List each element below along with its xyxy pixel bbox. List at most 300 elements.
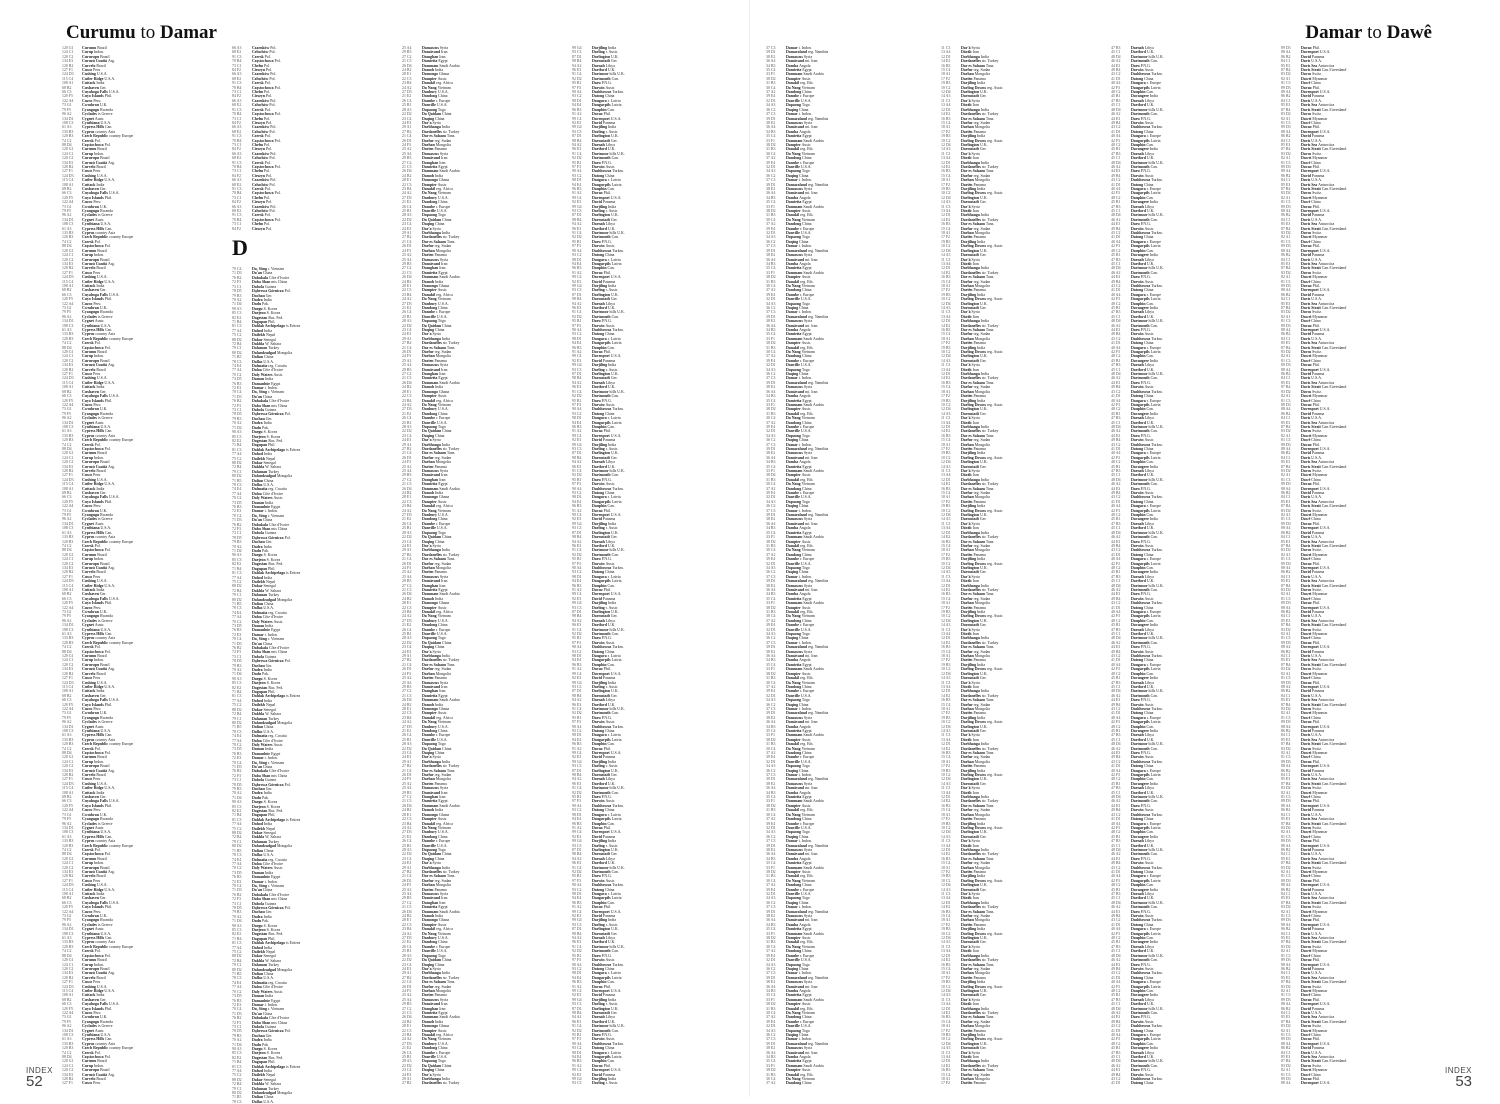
grid-reference: 68 B2 [62,187,72,191]
grid-reference: 31 B3 [766,808,776,813]
grid-reference: 82 E2 [232,932,242,937]
place-name: Curumu [82,654,98,659]
place-country: Pak. [262,919,269,924]
grid-reference: 82 E2 [232,685,242,690]
place-country: Pol. [265,173,273,178]
place-name: Damascus [786,253,804,258]
place-country: Tanz. [985,63,995,68]
grid-reference: 120 C2 [62,358,74,363]
place-country: Brazil [100,662,110,667]
grid-reference: 120 C2 [62,257,74,262]
place-name: Darhan [422,565,436,570]
grid-reference: 34 B3 [766,724,776,729]
grid-reference: 36 A4 [766,852,776,857]
grid-reference: 90 A3 [232,676,242,681]
place-name: Danville [786,297,801,302]
grid-reference: 79 F5 [62,817,71,822]
place-name: Da Nang [786,217,802,222]
place-name: Daqing [422,1068,436,1073]
place-name: Darlington [592,768,612,773]
grid-reference: 82 E2 [232,315,242,320]
place-name: Curup [82,658,95,663]
grid-reference: 94 E4 [572,1055,582,1060]
place-name: Dabakala [252,1016,269,1021]
grid-reference: 90 A4 [572,962,582,967]
grid-reference: 25 A4 [402,574,412,579]
grid-reference: 34 B3 [766,922,776,927]
grid-reference: 24 F3 [402,248,411,253]
place-name: Daegu [252,800,264,805]
place-country: Turkm. [612,486,624,491]
place-country: Rus. Fed. [268,315,284,320]
place-name: Daly Waters [252,866,274,871]
place-name: Cururupu [82,1068,101,1073]
grid-reference: 74 C2 [62,239,72,244]
grid-reference: 33 F1 [766,733,775,738]
place-name: Darmstadt [592,376,611,381]
place-name: David [592,755,603,760]
grid-reference: 39 E4 [766,623,776,628]
place-name: Cyangugu [82,107,101,112]
place-name: Dashhowuz [592,248,613,253]
place-name: Daqing [422,328,436,332]
place-name: Danakil [422,1033,437,1037]
place-country: Guinea [264,284,277,289]
place-name: Cuttack [82,81,97,86]
place-country: Ger. [610,535,618,540]
grid-reference: 87 D1 [572,689,582,694]
grid-reference: 79 B3 [232,787,242,791]
place-name: Dar'a [422,755,433,760]
place-country: Phil. [104,702,112,707]
place-country: China [442,746,452,751]
place-name: Damba [786,922,800,927]
place-country: Ger. [979,253,987,258]
grid-reference: 96 B3 [572,742,582,747]
place-name: Damascus [786,649,804,654]
grid-reference: 66 C3 [62,394,72,399]
place-country: Nepal [265,826,276,831]
place-name: Dampier [786,76,802,81]
grid-reference: 90 A4 [572,883,582,888]
grid-reference: 25 B1 [402,737,412,742]
grid-reference: 21 C4 [402,874,412,879]
grid-reference: 37 C3 [766,1037,776,1042]
grid-reference: 35 C4 [766,795,776,800]
place-name: Da, Sông [252,390,268,395]
grid-reference: 36 C2 [766,438,776,443]
grid-reference: 77 A4 [232,328,242,333]
grid-reference: 39 E4 [766,755,776,760]
grid-reference: 96 E3 [572,385,582,390]
place-name: Darien [422,358,435,363]
place-name: Darlington [592,451,612,456]
place-country: Latvia [611,817,622,822]
grid-reference: 71 B4 [232,1060,242,1065]
place-country: Latvia [611,420,622,425]
grid-reference: 37 A2 [766,684,776,689]
place-name: Dailekh [252,950,266,955]
place-name: Danakil [786,81,801,86]
place-name: Da Nang [786,746,802,751]
grid-reference: 134 E3 [62,971,74,976]
place-name: Daba Shan [252,527,272,532]
grid-reference: 37 C3 [766,905,776,910]
grid-reference: 18 A1 [941,178,951,183]
place-country: mts China [271,403,288,408]
place-name: Curvelo [82,975,97,980]
place-name: Dadu [252,919,263,924]
grid-reference: 30 C4 [766,217,776,222]
grid-reference: 21 C4 [402,451,412,456]
place-name: Darién [961,182,974,187]
place-country: reg. Eth. [800,81,814,86]
place-name: Dandong [786,684,803,689]
place-name: Damāvand [786,257,806,262]
place-name: Cushing [82,173,97,178]
place-country: reg. Austr. [986,297,1004,302]
place-name: Człuchów [252,209,270,214]
place-country: Egypt [802,68,812,73]
grid-reference: 25 A2 [402,887,412,892]
place-name: Dauphin [592,1059,608,1064]
place-country: Egypt [438,270,448,275]
place-name: Damaraland [786,116,808,121]
place-country: Egypt [438,693,448,698]
grid-reference: 76 B2 [232,892,242,897]
grid-reference: 68 B2 [62,997,72,1002]
place-country: Turkm. [612,328,624,332]
place-name: Daru [592,953,602,958]
grid-reference: 39 D1 [766,380,776,385]
grid-reference: 39 E4 [766,358,776,363]
place-country: Egypt [802,993,812,998]
place-country: Angola [799,129,811,134]
place-name: Dashhowuz [592,645,613,650]
place-name: Dandong [786,618,803,623]
place-country: Ghana [438,495,450,500]
place-name: Daqing [786,372,800,377]
place-country: Côte d'Ivoire [268,1016,290,1021]
place-country: r. Austr. [605,446,618,451]
place-name: Dapaong [786,1028,802,1033]
place-name: Daman [252,994,266,999]
place-country: Egypt [802,728,812,733]
place-name: Dartmoor [592,469,610,473]
grid-reference: 90 A4 [572,803,582,808]
place-country: Guinea [264,901,277,906]
grid-reference: 96 B3 [572,187,582,191]
place-country: i. Indon. [264,1002,278,1007]
place-country: Iran [439,795,446,800]
place-name: Daugavpils [592,579,612,584]
place-name: Darwin [592,164,606,169]
grid-reference: 32 D1 [766,627,776,632]
place-name: Datong [592,332,606,337]
grid-reference: 66 C3 [62,799,72,804]
place-country: Peru [93,504,101,509]
place-name: Daly Waters [252,742,274,747]
grid-reference: 38 D2 [766,803,776,808]
grid-reference: 91 C3 [232,107,242,112]
place-country: U.S.A. [610,354,622,359]
place-country: India [435,385,444,390]
grid-reference: 30 C4 [766,746,776,751]
right-page [750,0,1500,1097]
place-name: Dandong [786,420,803,425]
grid-reference: 39 E4 [766,887,776,892]
place-country: Peru [93,706,101,711]
grid-reference: 30 C4 [766,283,776,288]
place-name: Cyclades [82,517,98,522]
place-name: Dapaong [786,433,802,438]
grid-reference: 21 E2 [402,94,412,99]
place-name: Damoh [422,1019,436,1024]
grid-reference: 23 B4 [402,187,412,191]
place-name: Damietta [786,68,803,73]
grid-reference: 28 E1 [402,283,412,288]
index-column [232,46,392,1104]
grid-reference: 38 D2 [766,869,776,874]
place-name: Dadra [252,914,264,919]
place-name: Damba [786,790,800,795]
grid-reference: 120 B2 [62,367,74,372]
grid-reference: 76 B2 [232,522,242,527]
place-name: Damoh [422,702,436,707]
place-country: Brazil [100,561,110,566]
grid-reference: 22 C3 [402,1028,412,1033]
place-name: Dadra [252,1038,264,1043]
grid-reference: 76 B2 [232,769,242,774]
place-name: Davao [592,350,604,355]
place-name: Czech Republic [82,742,110,747]
grid-reference: 134 D1 [62,623,74,628]
place-name: Dardanelles [961,59,982,64]
grid-reference: 29 A1 [402,654,412,659]
place-country: India [608,283,617,288]
place-country: Indon. [94,557,105,562]
place-name: Darién [961,129,974,134]
grid-reference: 66 A3 [232,125,242,130]
grid-reference: 78 C3 [232,853,242,858]
place-name: Częstochowa [82,649,105,654]
place-country: U.S.A. [800,164,812,169]
grid-reference: 38 D2 [766,1068,776,1073]
grid-reference: 25 A4 [402,786,412,791]
grid-reference: 26 D4 [402,803,412,808]
place-name: Damascus [422,997,440,1002]
place-name: Daly Waters [252,619,274,624]
place-name: Daloa [252,861,263,866]
grid-reference: 120 B3 [62,539,74,544]
grid-reference: 31 B3 [766,874,776,879]
place-name: Częstochowa [252,217,275,222]
place-name: Daegu [252,430,264,435]
grid-reference: 74 C2 [62,543,72,548]
place-country: U.S.A. [800,759,812,764]
grid-reference: 79 B3 [232,663,242,668]
grid-reference: 34 B3 [766,460,776,465]
grid-reference: 37 A2 [766,420,776,425]
place-name: Daru [592,636,602,641]
place-name: Danville [422,314,437,319]
place-name: Cynthiana [82,526,101,531]
place-name: Daqing [786,768,800,773]
grid-reference: 93 C3 [572,50,582,55]
place-name: Danville [422,420,437,425]
place-country: Latvia [611,579,622,584]
grid-reference: 14 E2 [941,59,951,64]
place-country: U.S.A. [800,693,812,698]
grid-reference: 37 A2 [766,486,776,491]
grid-reference: 96 E3 [572,464,582,469]
grid-reference: 23 C4 [402,645,412,650]
grid-reference: 19 B3 [941,239,951,244]
place-country: Vietnam [437,825,451,830]
grid-reference: 88 D2 [232,954,242,959]
place-name: Dandong [422,623,439,628]
place-name: Damghan [422,900,440,905]
place-name: Dailekh [252,456,266,461]
place-country: Peru [93,1010,101,1015]
place-country: mt. Iran [805,389,818,394]
grid-reference: 120 F5 [62,1006,73,1011]
place-name: Darién [961,288,974,293]
grid-reference: 70 C2 [232,496,242,501]
grid-reference: 12 D1 [941,319,951,324]
place-country: r. Austr. [605,922,618,927]
place-name: Damar [786,706,799,711]
grid-reference: 23 C4 [402,328,412,332]
place-name: Dampier [786,1068,802,1073]
place-name: Darjiling [592,125,609,130]
grid-reference: 36 A4 [766,455,776,460]
place-country: China [605,966,615,971]
grid-reference: 96 B3 [572,107,582,112]
grid-reference: 39 E4 [766,226,776,231]
place-country: Libya [605,460,615,465]
grid-reference: 124 C1 [62,962,74,967]
place-country: India [608,759,617,764]
grid-reference: 72 B4 [232,958,242,963]
grid-reference: 18 A1 [941,125,951,130]
place-name: Datong [592,253,606,258]
place-country: Angola [799,1055,811,1060]
grid-reference: 34 A3 [766,764,776,769]
grid-reference: 36 A4 [766,257,776,262]
grid-reference: 96 E3 [572,1019,582,1024]
place-country: Togo [437,424,446,429]
grid-reference: 72 E3 [232,386,242,391]
place-country: Egypt [802,200,812,205]
grid-reference: 32 D1 [766,231,776,236]
place-name: Damar [252,1002,265,1007]
grid-reference: 27 C2 [402,477,412,482]
grid-reference: 14 E2 [941,164,951,169]
place-country: U.S.A. [437,618,449,623]
place-country: U.S.A. [108,495,120,500]
place-country: Austr. [801,1068,812,1073]
place-name: Damāvand [422,367,442,372]
grid-reference: 36 A4 [766,125,776,130]
grid-reference: 22 C3 [402,817,412,822]
place-country: Brazil [96,874,106,879]
index-entry [232,227,392,231]
place-name: Damaraland [786,975,808,980]
place-country: country Europe [109,742,134,747]
place-name: Człuchów [252,156,270,161]
place-name: Dapaong [786,632,802,637]
place-country: U.S.A. [96,72,108,77]
place-name: Darbhanga [961,107,981,112]
place-name: Darjiling [592,680,609,685]
grid-reference: 133 B3 [62,129,74,134]
place-country: Can. [607,742,615,747]
grid-reference: 28 A3 [402,847,412,852]
grid-reference: 12 D1 [941,266,951,271]
grid-reference: 24 E3 [402,966,412,971]
place-name: Daqing [786,966,800,971]
place-name: Cynthiana [82,222,101,227]
grid-reference: 36 C2 [766,305,776,310]
place-country: Rus. Fed. [268,562,284,567]
place-country: Vietnam [801,944,815,949]
grid-reference: 79 C1 [232,1086,242,1091]
grid-reference: 25 A4 [402,151,412,156]
place-name: Da Nang [422,825,438,830]
place-name: Cyclades [82,618,98,623]
grid-reference: 92 E3 [572,438,582,443]
grid-reference: 35 C4 [766,861,776,866]
place-country: reg. Eth. [800,279,814,284]
grid-reference: 11 C3 [941,151,951,156]
grid-reference: 29 B3 [402,896,412,901]
place-name: Dar es Salaam [422,451,447,456]
place-name: Dartmoor [592,548,610,553]
grid-reference: 99 C4 [572,433,582,438]
place-name: David [592,1072,603,1077]
place-country: is Eritrea [286,1064,301,1069]
place-name: Dauphin [592,980,608,985]
grid-reference: 39 E4 [766,491,776,496]
grid-reference: 98 B4 [572,455,582,460]
place-country: China [605,332,615,337]
place-name: Dandong [786,90,803,95]
place-country: Egypt [802,266,812,271]
place-country: Vietnam [801,151,815,156]
place-name: Daqing [422,751,436,755]
grid-reference: 90 A4 [572,328,582,332]
grid-reference: 97 F3 [572,323,581,328]
place-name: Daqing [422,116,436,121]
place-name: Czech Republic [82,134,110,139]
grid-reference: 24 A2 [402,1037,412,1042]
place-name: Dartmoor [592,72,610,77]
place-name: Czech Republic [82,235,110,240]
grid-reference: 21 C4 [402,662,412,667]
place-name: Cuyo Islands [82,195,105,200]
grid-reference: 36 C2 [766,636,776,641]
place-name: Danville [786,958,801,963]
place-country: Indon. [94,151,105,156]
place-name: Daba Shan [252,1020,272,1025]
grid-reference: 10 C2 [941,191,951,196]
place-country: Angola [799,63,811,68]
place-name: Dashhowuz [592,328,613,332]
place-name: Davenport [592,592,611,597]
place-name: Dashhowuz [592,962,613,967]
place-country: reg. Eth. [800,477,814,482]
